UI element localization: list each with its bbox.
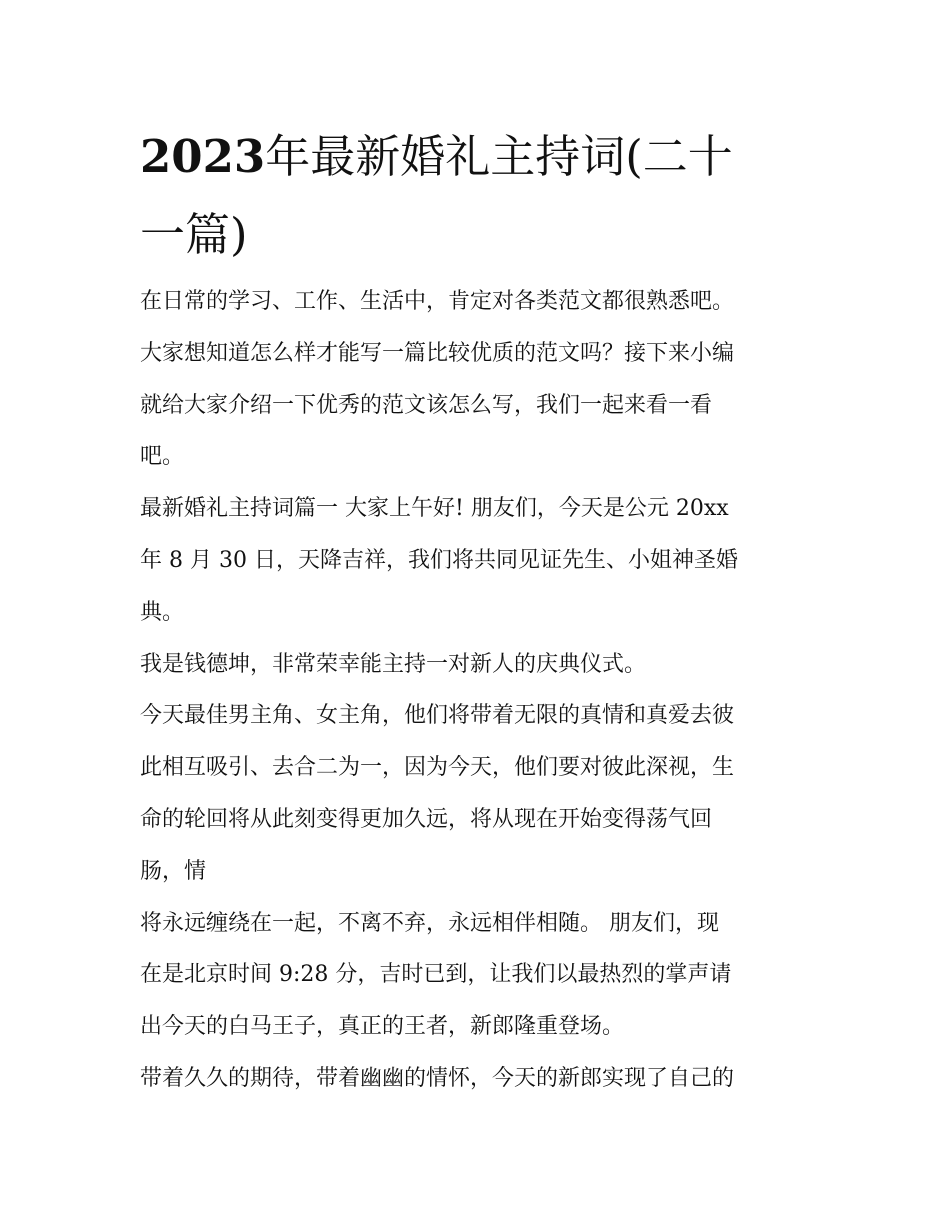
body-line: 肠，情 bbox=[140, 858, 207, 884]
title-year: 2023 bbox=[140, 130, 266, 183]
title-text-line2: 一篇) bbox=[140, 208, 248, 261]
body-line: 最新婚礼主持词篇一 大家上午好! 朋友们，今天是公元 20xx bbox=[140, 496, 729, 522]
body-line: 今天最佳男主角、女主角，他们将带着无限的真情和真爱去彼 bbox=[140, 703, 735, 729]
document-body bbox=[140, 276, 816, 1105]
body-line: 我是钱德坤，非常荣幸能主持一对新人的庆典仪式。 bbox=[140, 651, 647, 677]
body-line: 在日常的学习、工作、生活中，肯定对各类范文都很熟悉吧。 bbox=[140, 289, 735, 314]
body-line: 带着久久的期待，带着幽幽的情怀，今天的新郎实现了自己的 bbox=[140, 1065, 735, 1091]
body-line: 在是北京时间 9:28 分，吉时已到，让我们以最热烈的掌声请 bbox=[140, 962, 732, 988]
body-line: 将永远缠绕在一起，不离不弃，永远相伴相随。 朋友们，现 bbox=[140, 910, 719, 936]
body-line: 年 8 月 30 日，天降吉祥，我们将共同见证先生、小姐神圣婚 bbox=[140, 547, 738, 573]
body-line: 典。 bbox=[140, 599, 185, 625]
body-line: 出今天的白马王子，真正的王者，新郎隆重登场。 bbox=[140, 1014, 625, 1040]
title-text: 年最新婚礼主持词(二十 bbox=[265, 130, 733, 183]
body-line: 大家想知道怎么样才能写一篇比较优质的范文吗？接下来小编 bbox=[140, 340, 735, 366]
document-title bbox=[140, 118, 820, 274]
body-line: 此相互吸引、去合二为一，因为今天，他们要对彼此深视，生 bbox=[140, 755, 735, 781]
body-line: 就给大家介绍一下优秀的范文该怎么写，我们一起来看一看 bbox=[140, 392, 713, 418]
body-line: 命的轮回将从此刻变得更加久远，将从现在开始变得荡气回 bbox=[140, 806, 713, 832]
body-line: 吧。 bbox=[140, 444, 185, 470]
